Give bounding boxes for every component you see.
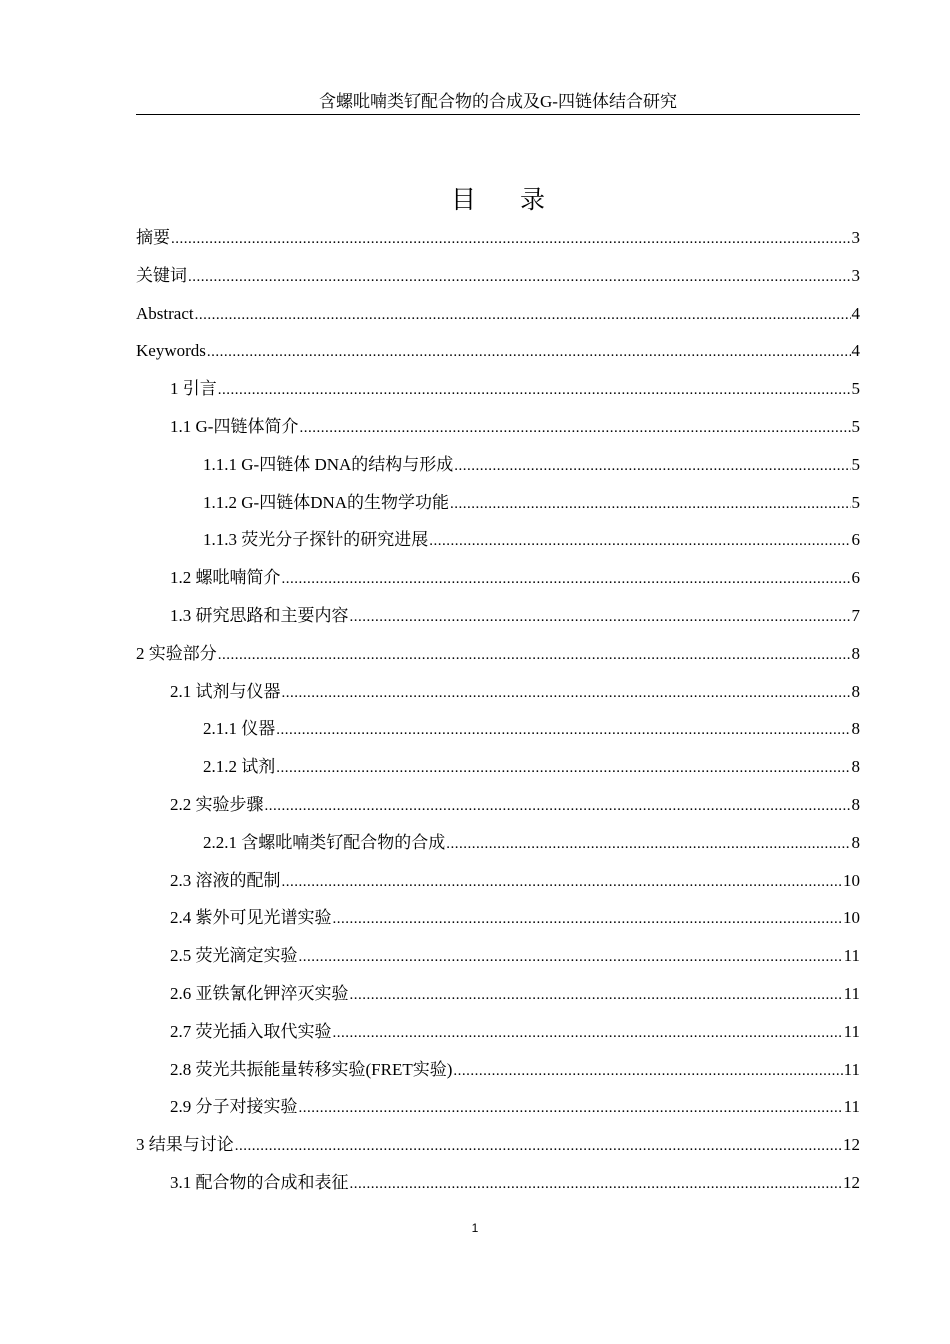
toc-entry[interactable] (170, 982, 860, 1006)
toc-entry-title: 1 引言 (170, 379, 217, 399)
toc-dot-leader (453, 1059, 842, 1083)
toc-entry-page: 3 (851, 265, 860, 285)
toc-entry[interactable] (203, 717, 860, 741)
toc-entry-title: 2 实验部分 (136, 643, 217, 663)
toc-entry[interactable] (170, 1020, 860, 1044)
toc-entry-title: 2.1.2 试剂 (203, 757, 276, 777)
toc-entry-title: 2.6 亚铁氰化钾淬灭实验 (170, 984, 349, 1003)
toc-dot-leader (171, 227, 851, 251)
toc-entry-page: 5 (851, 379, 860, 399)
toc-entry-title: 1.3 研究思路和主要内容 (170, 606, 349, 625)
toc-entry[interactable] (170, 680, 860, 704)
toc-dot-leader (265, 794, 851, 818)
toc-entry-title: Keywords (136, 341, 206, 361)
toc-entry-page: 6 (851, 568, 860, 588)
toc-entry[interactable] (136, 264, 860, 288)
toc-dot-leader (282, 681, 851, 705)
toc-entry-page: 4 (851, 303, 860, 323)
toc-dot-leader (454, 454, 850, 478)
toc-dot-leader (350, 605, 851, 629)
toc-dot-leader (450, 492, 850, 516)
toc-entry-title: 摘要 (136, 228, 170, 247)
toc-entry-page: 7 (851, 606, 860, 625)
toc-entry-title: 关键词 (136, 265, 187, 285)
toc-entry-title: 3 结果与讨论 (136, 1135, 234, 1155)
toc-entry-page: 10 (843, 870, 860, 890)
toc-entry[interactable] (170, 377, 860, 401)
toc-entry-title: 2.1 试剂与仪器 (170, 681, 281, 701)
toc-entry-page: 12 (843, 1173, 860, 1192)
toc-entry[interactable] (170, 944, 860, 968)
toc-dot-leader (299, 1096, 843, 1120)
toc-dot-leader (218, 378, 851, 402)
toc-entry-title: 3.1 配合物的合成和表征 (170, 1173, 349, 1192)
toc-entry[interactable] (203, 491, 860, 515)
toc-entry-page: 5 (851, 417, 860, 436)
toc-entry-page: 11 (843, 946, 860, 966)
toc-entry-title: 1.1.3 荧光分子探针的研究进展 (203, 530, 429, 550)
toc-entry-page: 10 (843, 908, 860, 928)
toc-entry-title: 2.7 荧光插入取代实验 (170, 1021, 332, 1041)
toc-entry-title: 2.8 荧光共振能量转移实验(FRET实验) (170, 1059, 453, 1079)
toc-entry[interactable] (170, 566, 860, 590)
toc-entry[interactable] (170, 1058, 860, 1082)
toc-entry-title: 1.1 G-四链体简介 (170, 417, 299, 436)
toc-entry-title: 2.2 实验步骤 (170, 795, 264, 814)
toc-entry-page: 4 (851, 341, 860, 361)
toc-entry-page: 11 (843, 1097, 860, 1117)
toc-entry[interactable] (170, 793, 860, 817)
toc-dot-leader (299, 945, 843, 969)
toc-entry-title: 2.3 溶液的配制 (170, 870, 281, 890)
toc-entry-page: 8 (851, 795, 860, 814)
toc-entry-page: 8 (851, 832, 860, 852)
toc-dot-leader (276, 756, 850, 780)
toc-entry-page: 6 (851, 530, 860, 550)
toc-entry-page: 5 (851, 454, 860, 474)
toc-entry-page: 8 (851, 681, 860, 701)
toc-entry-page: 8 (851, 643, 860, 663)
toc-entry[interactable] (170, 415, 860, 439)
toc-entry-page: 8 (851, 757, 860, 777)
toc-entry[interactable] (136, 302, 860, 326)
toc-entry-title: 2.5 荧光滴定实验 (170, 946, 298, 966)
toc-entry-page: 3 (851, 228, 860, 247)
header-rule (136, 114, 860, 115)
toc-entry[interactable] (203, 831, 860, 855)
toc-entry-title: 2.1.1 仪器 (203, 719, 276, 739)
toc-entry-page: 11 (843, 1059, 860, 1079)
toc-entry-title: 1.1.2 G-四链体DNA的生物学功能 (203, 492, 450, 512)
toc-dot-leader (350, 1172, 843, 1196)
toc-entry-title: 2.4 紫外可见光谱实验 (170, 908, 332, 928)
toc-dot-leader (333, 907, 843, 931)
toc-entry-title: 1.1.1 G-四链体 DNA的结构与形成 (203, 454, 454, 474)
toc-dot-leader (235, 1134, 842, 1158)
toc-entry-page: 11 (843, 984, 860, 1003)
toc-dot-leader (333, 1021, 843, 1045)
toc-entry-title: 2.9 分子对接实验 (170, 1097, 298, 1117)
toc-dot-leader (299, 416, 850, 440)
toc-entry-title: 1.2 螺吡喃简介 (170, 568, 281, 588)
toc-entry[interactable] (136, 642, 860, 666)
toc-dot-leader (350, 983, 843, 1007)
toc-dot-leader (282, 567, 851, 591)
toc-dot-leader (429, 529, 850, 553)
toc-entry[interactable] (170, 906, 860, 930)
toc-dot-leader (276, 718, 850, 742)
toc-entry[interactable] (203, 453, 860, 477)
toc-dot-leader (195, 303, 851, 327)
toc-dot-leader (446, 832, 850, 856)
toc-entry[interactable] (136, 226, 860, 250)
toc-entry[interactable] (170, 869, 860, 893)
toc-dot-leader (282, 870, 843, 894)
toc-dot-leader (218, 643, 851, 667)
page-number: 1 (471, 1221, 479, 1235)
toc-entry-title: 2.2.1 含螺吡喃类钌配合物的合成 (203, 832, 446, 852)
toc-entry-page: 12 (843, 1135, 860, 1155)
toc-entry-page: 8 (851, 719, 860, 739)
toc-dot-leader (188, 265, 851, 289)
toc-entry[interactable] (136, 1133, 860, 1157)
toc-title: 目录 (450, 185, 589, 214)
toc-dot-leader (207, 340, 851, 364)
toc-entry[interactable] (170, 604, 860, 628)
toc-entry[interactable] (203, 528, 860, 552)
toc-entry-page: 5 (851, 492, 860, 512)
toc-entry[interactable] (170, 1095, 860, 1119)
toc-entry-page: 11 (843, 1021, 860, 1041)
toc-entry[interactable] (136, 339, 860, 363)
toc-entry[interactable] (203, 755, 860, 779)
toc-entry[interactable] (170, 1171, 860, 1195)
toc-entry-title: Abstract (136, 303, 194, 323)
running-header: 含螺吡喃类钌配合物的合成及G-四链体结合研究 (319, 92, 677, 111)
